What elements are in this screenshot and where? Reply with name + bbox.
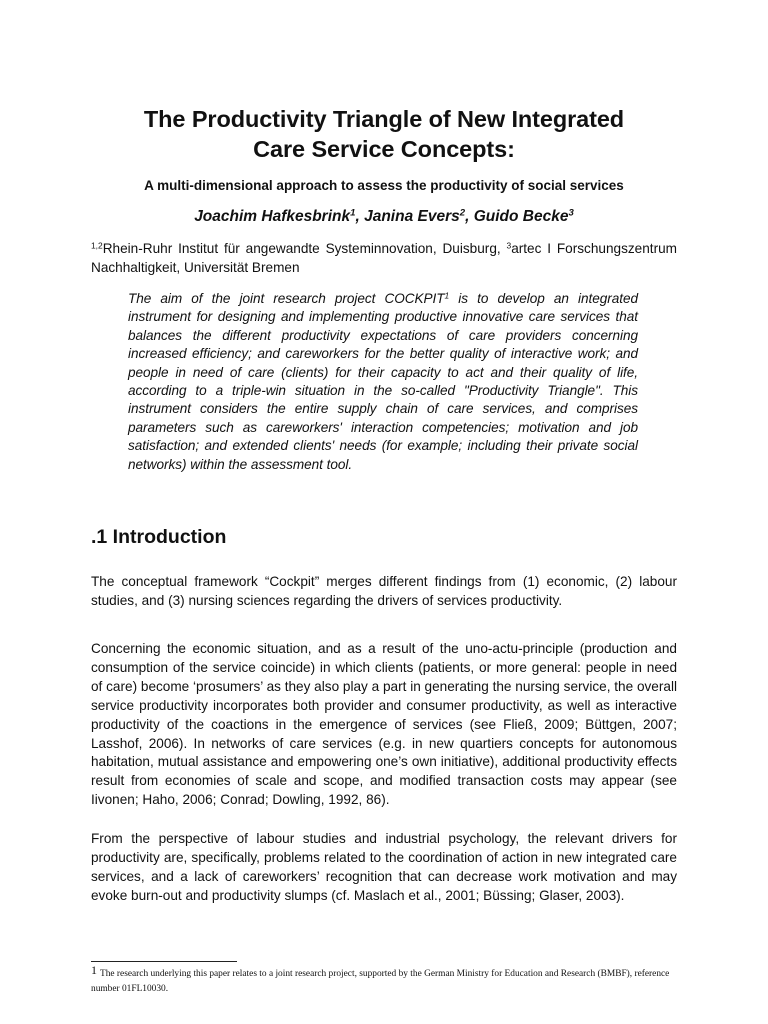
footnote-text: The research underlying this paper relates to a joint research project, supported by the German Ministry for Education and Research (BMBF), reference number 01FL10030. (91, 969, 670, 994)
author-separator: , (355, 208, 365, 225)
footnote-divider (91, 961, 237, 962)
affil-text: Rhein-Ruhr Institut für angewandte Systeminnovation, Duisburg, (102, 241, 507, 256)
body-paragraph: From the perspective of labour studies and industrial psychology, the relevant drivers for productivity are, specifically, problems related to the coordination of action in new integrated care services, and a lack of careworkers’ recognition that can decrease work motivation and may evoke burn-out and productivity slumps (cf. Maslach et al., 2001; Büssing; Glaser, 2003). (91, 831, 677, 903)
affiliations (91, 239, 677, 277)
author-affil-mark: 1 (350, 207, 356, 219)
author-affil-mark: 3 (568, 207, 574, 219)
affil-text: artec I Forschungszentrum Nachhaltigkeit, Universität Bremen (91, 241, 677, 275)
paper-subtitle: A multi-dimensional approach to assess the productivity of social services (144, 178, 624, 193)
footnote (91, 963, 677, 997)
author-name: Janina Evers (364, 208, 460, 225)
author-name: Guido Becke (473, 208, 569, 225)
paper-title (0, 104, 768, 164)
abstract (128, 290, 638, 474)
body-paragraph: Concerning the economic situation, and as a result of the uno-actu-principle (production and consumption of the service coincide) in which clients (patients, or more general: people in need of care) become ‘prosumers’ as they also play a part in generating the nursing service, the overall service productivity incorporates both provider and consumer productivity, as well as interactive productivity of the coactions in the emergence of services (see Fließ, 2009; Büttgen, 2007; Lasshof, 2006). In networks of care services (e.g. in new quartiers concepts for autonomous habitation, mutual assistance and empowering one’s own initiative), additional productivity effects result from economies of scale and scope, and modified transaction costs may appear (see Iivonen; Haho, 2006; Conrad; Dowling, 1992, 86). (91, 641, 677, 808)
section-heading: .1 Introduction (91, 526, 227, 548)
author-separator: , (465, 208, 474, 225)
abstract-text: is to develop an integrated instrument for designing and implementing productive innovative care services that balances the different productivity expectations of care providers concerning increased efficiency; and careworkers for the better quality of interactive work; and people in need of care (clients) for their capacity to act and their quality of life, according to a triple-win situation in the so-called "Productivity Triangle". This instrument considers the entire supply chain of care services, and comprises parameters such as careworkers' interaction competencies; motivation and job satisfaction; and extended clients' needs (for example; including their private social networks) within the assessment tool. (128, 291, 638, 472)
author-list (0, 207, 768, 227)
abstract-text: The aim of the joint research project COCKPIT (128, 291, 445, 306)
title-line-1: The Productivity Triangle of New Integrated (143, 106, 625, 132)
affil-mark: 3 (506, 240, 512, 251)
affil-mark: 1,2 (91, 240, 103, 251)
title-line-2: Care Service Concepts: (253, 136, 515, 162)
body-paragraph: The conceptual framework “Cockpit” merges different findings from (1) economic, (2) labour studies, and (3) nursing sciences regarding the drivers of services productivity. (91, 574, 677, 608)
author-name: Joachim Hafkesbrink (194, 208, 351, 225)
author-affil-mark: 2 (459, 207, 466, 219)
footnote-mark: 1 (91, 963, 97, 977)
footnote-ref[interactable]: 1 (444, 290, 450, 301)
